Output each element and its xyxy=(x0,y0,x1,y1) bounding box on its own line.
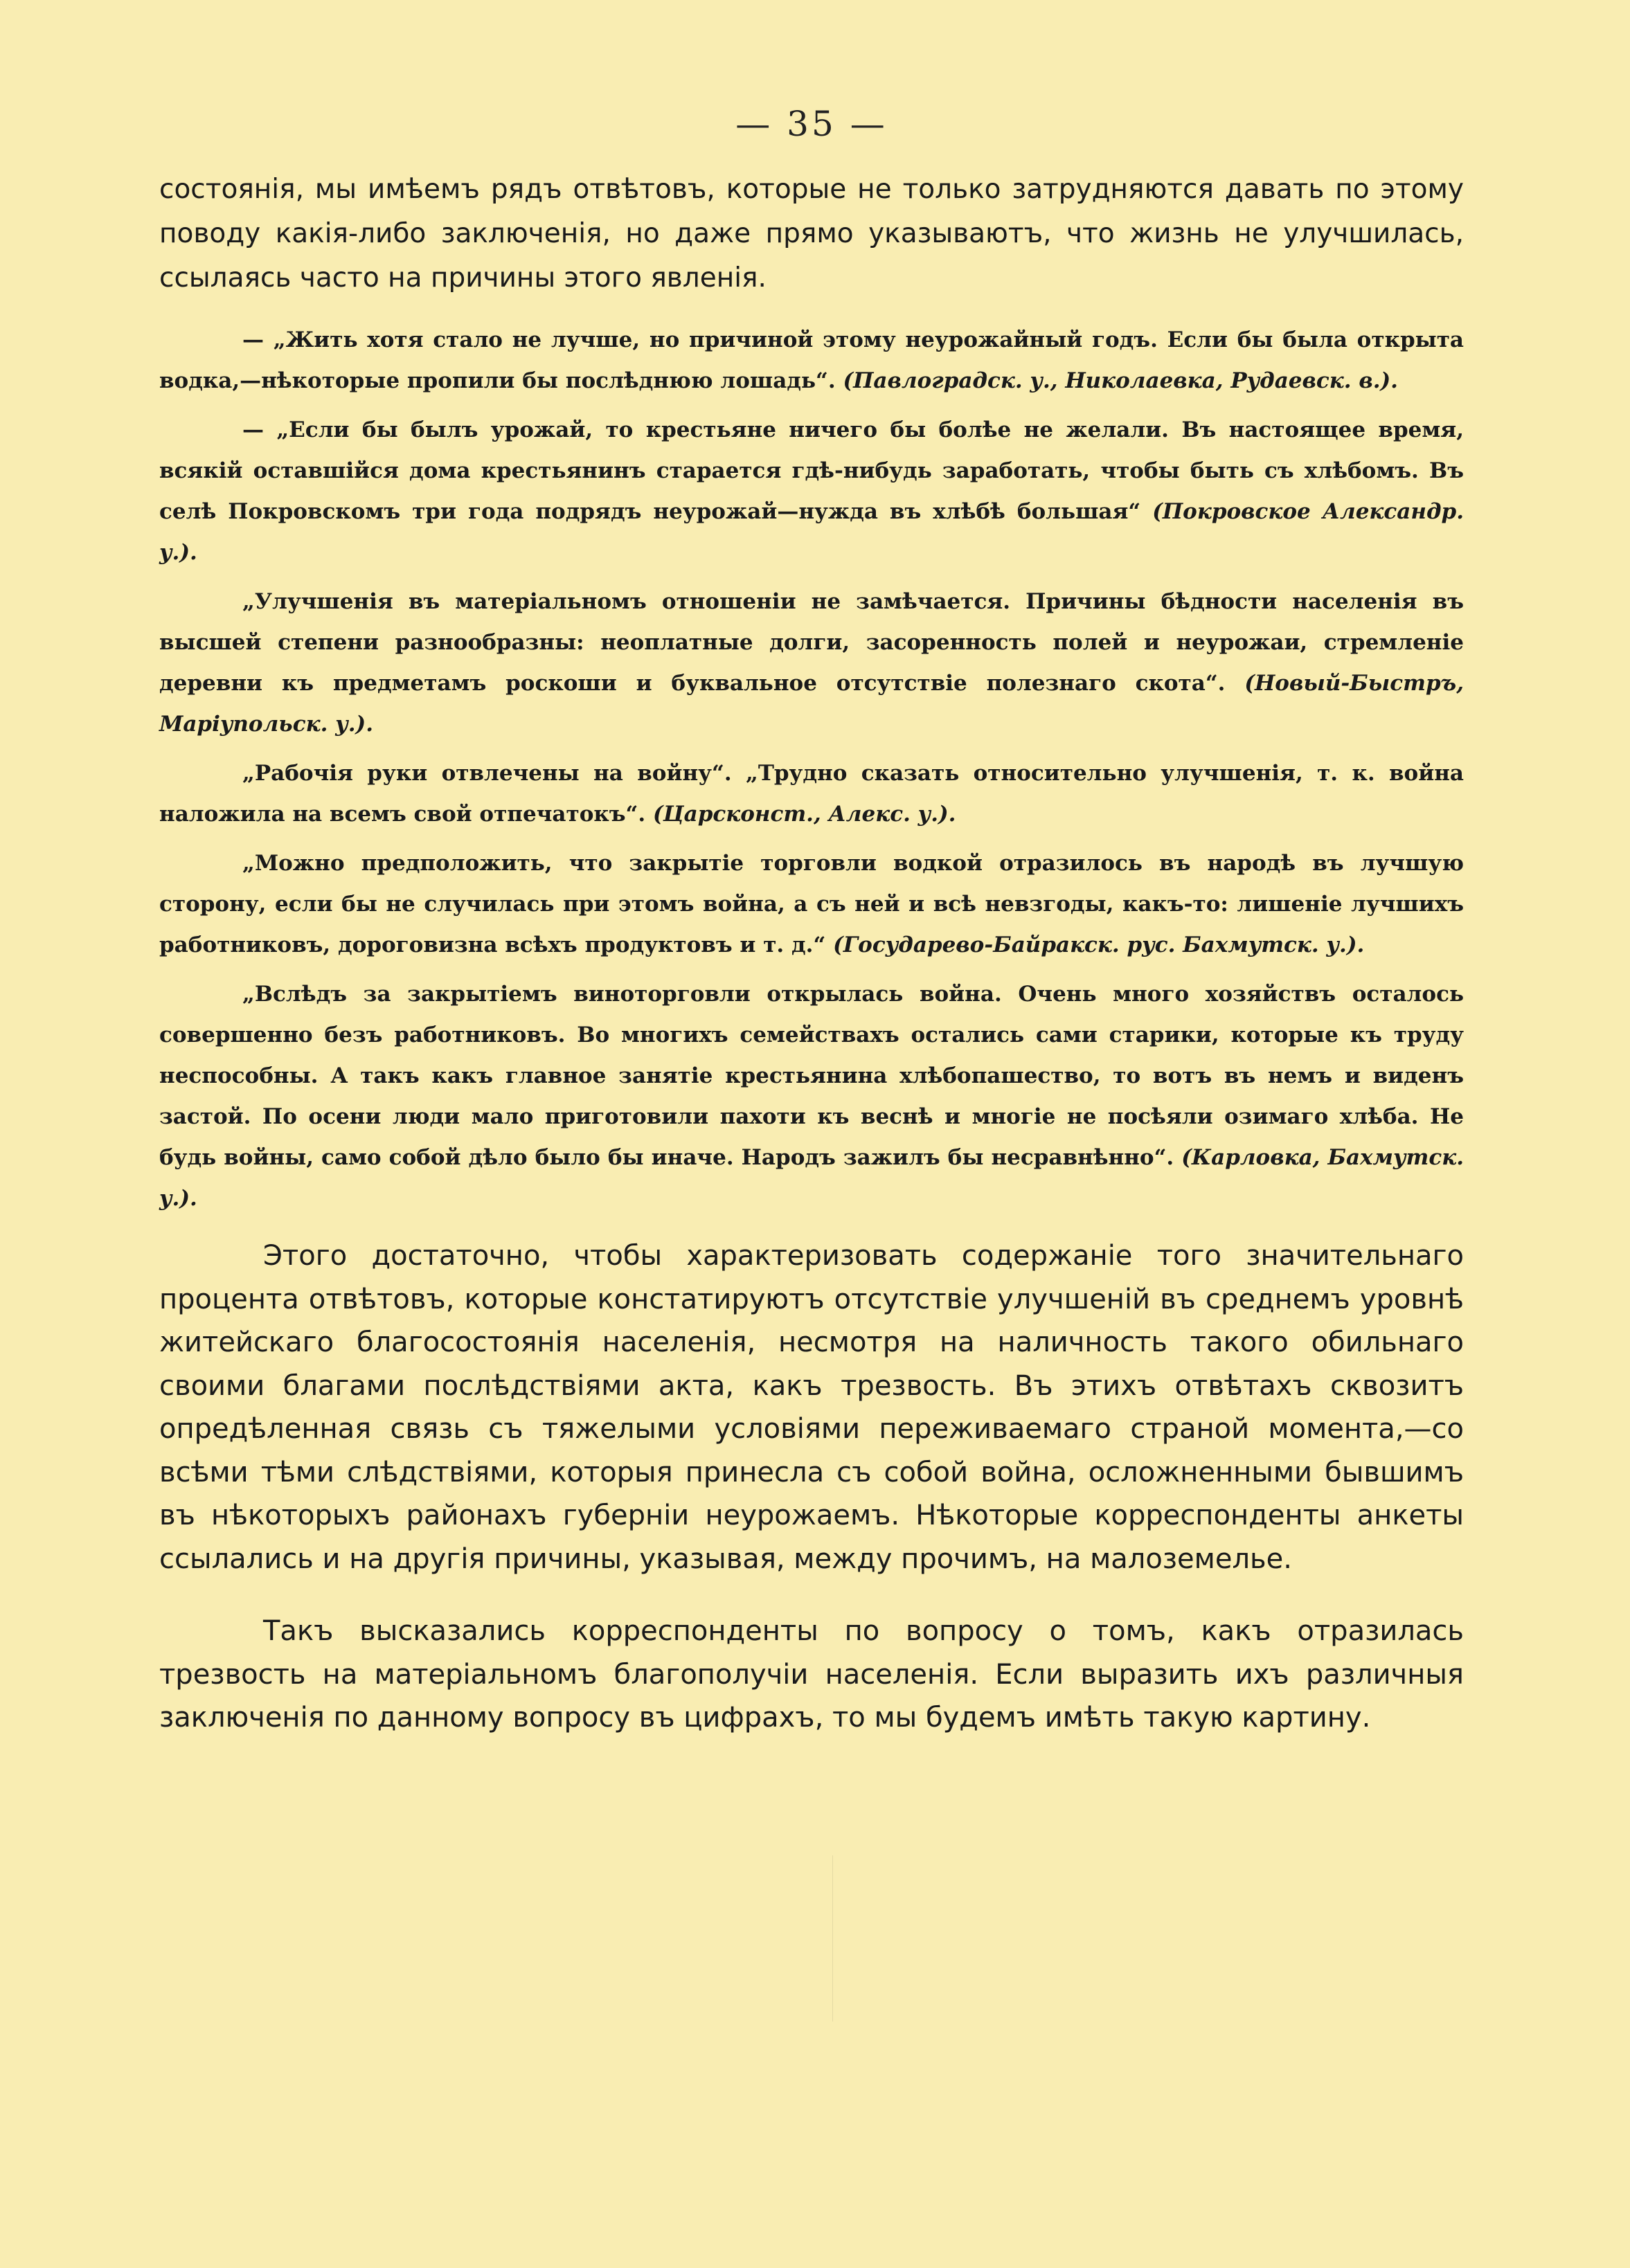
quote-3-text: „Улучшенія въ матеріальномъ отношеніи не замѣчается. Причины бѣдности населенія въ высшей степени разнообразны: неоплатные долги, засоренность полей и неурожаи, стремленіе деревни къ предметамъ роскоши и буквальное отсутствіе полезнаго скота“. xyxy=(159,589,1464,696)
quote-6-source: (Карловка, Бахмутск. у.). xyxy=(159,1145,1464,1211)
quote-2 xyxy=(159,410,1464,573)
body-paragraph-1: Этого достаточно, чтобы характеризовать содержаніе того значительнаго процента отвѣтовъ, которые констатируютъ отсутствіе улучшеній въ среднемъ уровнѣ житейскаго благосостоянія населенія, несмотря на наличность такого обильнаго своими благами послѣдствіями акта, какъ трезвость. Въ этихъ отвѣтахъ сквозитъ опредѣленная связь съ тяжелыми условіями переживаемаго страной момента,—со всѣми тѣми слѣдствіями, которыя принесла съ собой война, осложненными бывшимъ въ нѣкоторыхъ районахъ губерніи неурожаемъ. Нѣкоторые корреспонденты анкеты ссылались и на другія причины, указывая, между прочимъ, на малоземелье. xyxy=(159,1240,1464,1575)
quote-3-source: (Новый-Быстръ, Маріупольск. у.). xyxy=(159,671,1464,737)
quote-6-text: „Вслѣдъ за закрытіемъ виноторговли открылась война. Очень много хозяйствъ осталось совершенно безъ работниковъ. Во многихъ семействахъ остались сами старики, которые къ труду неспособны. А такъ какъ главное занятіе крестьянина хлѣбопашество, то вотъ въ немъ и виденъ застой. По осени люди мало приготовили пахоти къ веснѣ и многіе не посѣяли озимаго хлѣба. Не будь войны, само собой дѣло было бы иначе. Народъ зажилъ бы несравнѣнно“. xyxy=(159,982,1464,1170)
quote-4-text: „Рабочія руки отвлечены на войну“. „Трудно сказать относительно улучшенія, т. к. война наложила на всемъ свой отпечатокъ“. xyxy=(159,761,1464,827)
page-number: — 35 — xyxy=(735,104,888,144)
quote-4 xyxy=(159,753,1464,835)
quote-3 xyxy=(159,582,1464,745)
quote-1 xyxy=(159,320,1464,402)
quote-4-source: (Царсконст., Алекс. у.). xyxy=(652,802,956,827)
scan-artifact-line xyxy=(832,1855,833,2022)
quote-2-source: (Покровское Александр. у.). xyxy=(159,499,1464,565)
quote-1-text: — „Жить хотя стало не лучше, но причиной этому неурожайный годъ. Если бы была открыта водка,—нѣкоторые пропили бы послѣднюю лошадь“. xyxy=(159,327,1464,393)
quote-1-source: (Павлоградск. у., Николаевка, Рудаевск. в.). xyxy=(843,368,1398,393)
quote-2-text: — „Если бы былъ урожай, то крестьяне ничего бы болѣе не желали. Въ настоящее время, всякій оставшійся дома крестьянинъ старается гдѣ-нибудь заработать, чтобы быть съ хлѣбомъ. Въ селѣ Покровскомъ три года подрядъ неурожай—нужда въ хлѣбѣ большая“ xyxy=(159,417,1464,524)
lead-paragraph: состоянія, мы имѣемъ рядъ отвѣтовъ, которые не только затрудняются давать по этому поводу какія-либо заключенія, но даже прямо указываютъ, что жизнь не улучшилась, ссылаясь часто на причины этого явленія. xyxy=(159,174,1464,294)
document-page xyxy=(159,104,1464,1740)
quote-5-text: „Можно предположить, что закрытіе торговли водкой отразилось въ народѣ въ лучшую сторону, если бы не случилась при этомъ война, а съ ней и всѣ невзгоды, какъ-то: лишеніе лучшихъ работниковъ, дороговизна всѣхъ продуктовъ и т. д.“ xyxy=(159,851,1464,957)
quote-5 xyxy=(159,843,1464,966)
quote-5-source: (Государево-Байракск. рус. Бахмутск. у.). xyxy=(833,933,1365,957)
body-paragraph-2: Такъ высказались корреспонденты по вопросу о томъ, какъ отразилась трезвость на матеріальномъ благополучіи населенія. Если выразить ихъ различныя заключенія по данному вопросу въ цифрахъ, то мы будемъ имѣть такую картину. xyxy=(159,1615,1464,1734)
quote-6 xyxy=(159,974,1464,1219)
